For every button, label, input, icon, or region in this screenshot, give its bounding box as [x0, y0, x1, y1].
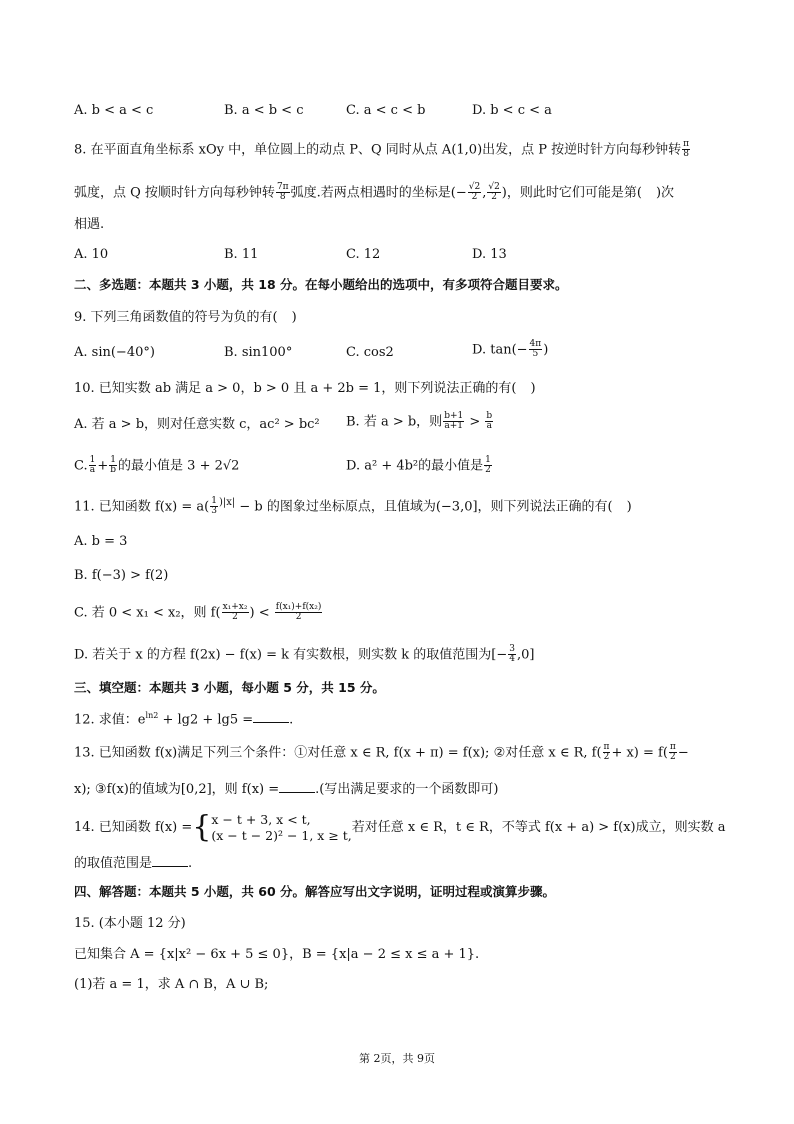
q14-line2: 的取值范围是 . — [74, 856, 193, 871]
q7-option-c: C. a < c < b — [346, 103, 426, 118]
q11-stem: 11. 已知函数 f(x) = a( $\frac{1}{3}$ $^{)|x|}$ − b 的图象过坐标原点，且值域为(−3,0]，则下列说法正确的有( ) — [74, 496, 632, 517]
q9-stem — [74, 311, 297, 324]
q12-blank[interactable] — [253, 712, 289, 723]
q8-line3: 相遇. — [74, 217, 105, 232]
q12: 12. 求值：$e^{ln2} + \lg 2 + \lg 5$ = . — [74, 711, 294, 728]
section-3-heading: 三、填空题：本题共 3 小题，每小题 5 分，共 15 分。 — [74, 680, 385, 695]
q14-line1: 14. 已知函数 f(x) ={ x − t + 3, x < t, (x − t − 2)² − 1, x ≥ t, 若对任意 x ∈ R，t ∈ R，不等式 f(x + a) > f(x)成立，则实数 a — [74, 809, 726, 845]
q9-option-d: D. tan(− $\frac{4\pi}{5}$ ) — [472, 339, 549, 360]
q8-option-a: A. 10 — [74, 247, 109, 262]
q11-option-a: A. b = 3 — [74, 534, 128, 549]
section-4-heading: 四、解答题：本题共 5 小题，共 60 分。解答应写出文字说明，证明过程或演算步骤。 — [74, 884, 556, 899]
q10-stem — [74, 382, 536, 395]
q15-line2: (1)若 a = 1，求 A ∩ B，A ∪ B; — [74, 977, 269, 992]
q8-line2: 弧度，点 Q 按顺时针方向每秒钟转 $\frac{7\pi}{8}$ 弧度.若两点相遇时的坐标是(− $\frac{√2}{2}$ , $\frac{√2}{2}$ )，则此时它们可能是第( )次 — [74, 182, 675, 203]
q14-blank[interactable] — [152, 856, 188, 867]
q8-frac-q: $\frac{7\pi}{8}$ — [276, 182, 289, 203]
q9-stem-end: ) — [291, 310, 297, 325]
q11-option-d: D. 若关于 x 的方程 f(2x) − f(x) = k 有实数根，则实数 k 的取值范围为[− $\frac{3}{4}$ ,0] — [74, 644, 535, 665]
q10-stem-text: 10. 已知实数 ab 满足 a > 0，b > 0 且 a + 2b = 1，则下列说法正确的有( — [74, 381, 517, 396]
q8-frac-p: $\frac{\pi}{8}$ — [683, 139, 690, 160]
q10-option-c: C. $\frac{1}{a}$ + $\frac{1}{b}$ 的最小值是 3 + 2√2 — [74, 455, 240, 476]
q8-line2-text-d: )次 — [655, 185, 675, 201]
q10-option-d: D. a² + 4b²的最小值是 $\frac{1}{2}$ — [346, 455, 491, 476]
q8-line2-text-c: )，则此时它们可能是第( — [501, 185, 642, 201]
q8-line1-text: 8. 在平面直角坐标系 xOy 中，单位圆上的动点 P、Q 同时从点 A(1,0)出发，点 P 按逆时针方向每秒钟转 — [74, 142, 682, 158]
q11-option-c: C. 若 0 < x₁ < x₂，则 f( $\frac{\text{x₁+x₂}}{2}$ ) < $\frac{\text{f(x₁)+f(x₂)}}{2}$ — [74, 602, 322, 623]
q10-stem-end: ) — [530, 381, 536, 396]
q7-option-d: D. b < c < a — [472, 103, 552, 118]
q9-stem-text: 9. 下列三角函数值的符号为负的有( — [74, 310, 278, 325]
q8-coord-x: $\frac{√2}{2}$ — [468, 182, 481, 203]
q8-line2-text-b: 弧度.若两点相遇时的坐标是( — [290, 185, 456, 201]
q7-option-b: B. a < b < c — [224, 103, 304, 118]
q15-title: 15. (本小题 12 分) — [74, 916, 186, 931]
q13-line1: 13. 已知函数 f(x)满足下列三个条件：①对任意 x ∈ R, f(x + π) = f(x); ②对任意 x ∈ R, f( $\frac{\pi}{2}$ + x) = f( $\frac{\pi}{2}$ − — [74, 742, 689, 763]
q15-line1: 已知集合 A = {x|x² − 6x + 5 ≤ 0}，B = {x|a − 2 ≤ x ≤ a + 1}. — [74, 947, 480, 962]
section-2-heading: 二、多选题：本题共 3 小题，共 18 分。在每小题给出的选项中，有多项符合题目要求。 — [74, 277, 568, 292]
q8-line2-text-a: 弧度，点 Q 按顺时针方向每秒钟转 — [74, 185, 275, 201]
q13-line2: x); ③f(x)的值域为[0,2]，则 f(x) = .(写出满足要求的一个函数即可) — [74, 782, 499, 797]
q8-option-b: B. 11 — [224, 247, 259, 262]
q7-option-a: A. b < a < c — [74, 103, 154, 118]
page-footer: 第 2页，共 9页 — [359, 1052, 435, 1065]
q8-option-c: C. 12 — [346, 247, 381, 262]
q8-line1 — [74, 140, 691, 160]
q10-option-a: A. 若 a > b，则对任意实数 c，ac² > bc² — [74, 417, 320, 432]
q10-option-b: B. 若 a > b，则 $\frac{b+1}{a+1}$ > $\frac{b}{a}$ — [346, 411, 493, 432]
q8-coord-y: $\frac{√2}{2}$ — [488, 182, 500, 203]
q9-option-a: A. sin(−40°) — [74, 345, 155, 360]
q11-option-b: B. f(−3) > f(2) — [74, 568, 169, 583]
q13-blank[interactable] — [279, 782, 315, 793]
q9-option-b: B. sin100° — [224, 345, 293, 360]
q8-option-d: D. 13 — [472, 247, 507, 262]
q9-option-c: C. cos2 — [346, 345, 394, 360]
